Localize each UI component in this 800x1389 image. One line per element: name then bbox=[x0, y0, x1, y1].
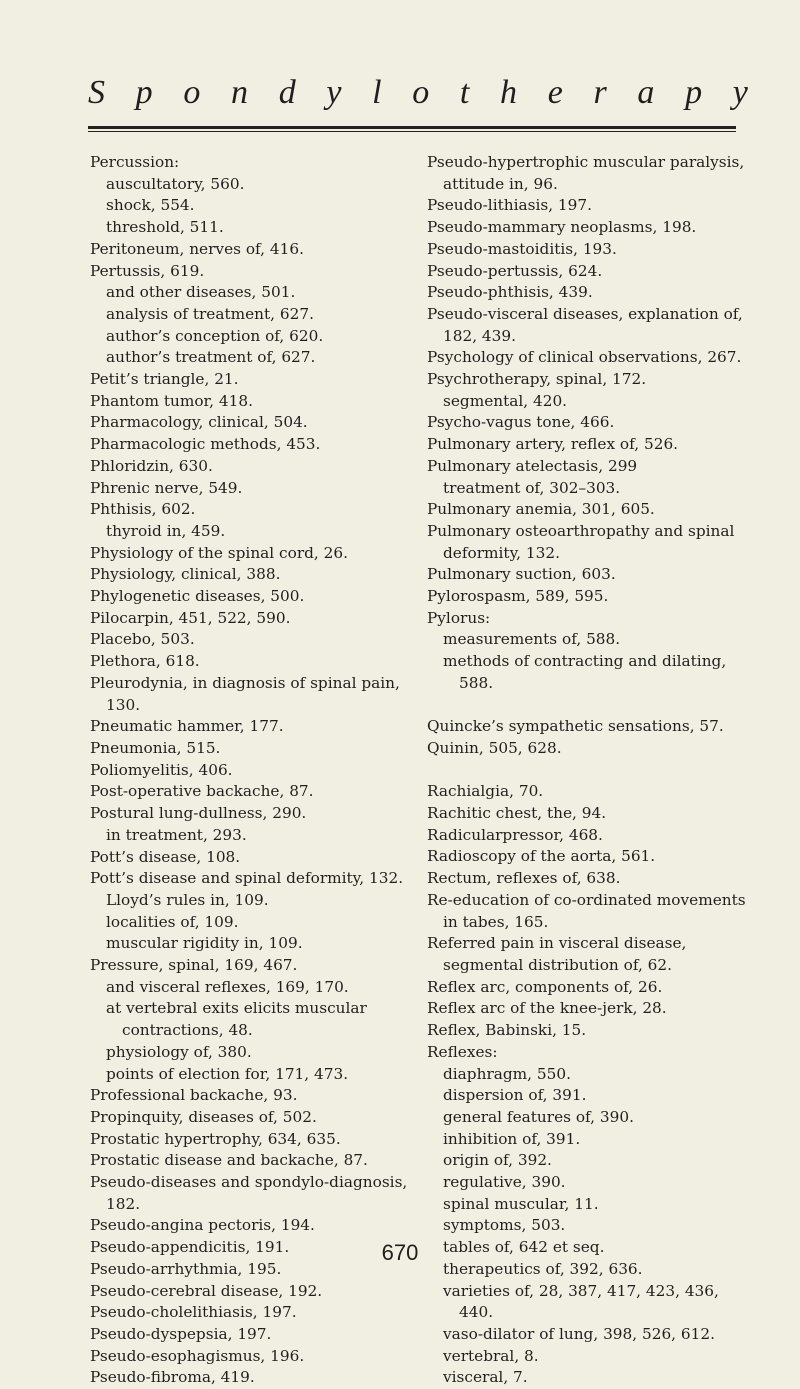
index-entry: Pseudo-esophagismus, 196. bbox=[90, 1346, 305, 1365]
index-entry: Pilocarpin, 451, 522, 590. bbox=[90, 608, 291, 627]
index-entry: Plethora, 618. bbox=[90, 652, 200, 671]
index-entry: Poliomyelitis, 406. bbox=[90, 760, 233, 779]
index-subentry: and visceral reflexes, 169, 170. bbox=[106, 977, 349, 996]
index-subentry: physiology of, 380. bbox=[106, 1042, 252, 1061]
index-subentry: vaso-dilator of lung, 398, 526, 612. bbox=[443, 1324, 715, 1343]
running-head-letter: a bbox=[637, 74, 655, 111]
index-entry: Pulmonary artery, reflex of, 526. bbox=[427, 435, 679, 454]
index-entry: Professional backache, 93. bbox=[90, 1086, 298, 1105]
index-subentry: analysis of treatment, 627. bbox=[106, 304, 314, 323]
index-subentry: spinal muscular, 11. bbox=[443, 1194, 599, 1213]
index-subentry: treatment of, 302–303. bbox=[443, 478, 621, 497]
index-entry: Physiology of the spinal cord, 26. bbox=[90, 543, 348, 562]
running-head-letter: l bbox=[372, 74, 382, 111]
index-entry: Pseudo-phthisis, 439. bbox=[427, 283, 593, 302]
index-entry: Prostatic hypertrophy, 634, 635. bbox=[90, 1129, 341, 1148]
index-entry: Psychology of clinical observations, 267. bbox=[427, 348, 742, 367]
index-subentry: visceral, 7. bbox=[443, 1368, 528, 1387]
index-entry: Phantom tumor, 418. bbox=[90, 391, 253, 410]
running-head-letter: h bbox=[500, 74, 518, 111]
index-entry: Pseudo-fibroma, 419. bbox=[90, 1368, 255, 1387]
index-entry: Pseudo-mammary neoplasms, 198. bbox=[427, 218, 697, 237]
index-entry: Pseudo-diseases and spondylo-diagnosis, 182. bbox=[90, 1173, 408, 1213]
index-entry: Psycho-vagus tone, 466. bbox=[427, 413, 615, 432]
index-subentry: dispersion of, 391. bbox=[443, 1086, 587, 1105]
index-entry: Pharmacologic methods, 453. bbox=[90, 435, 321, 454]
index-subentry: localities of, 109. bbox=[106, 912, 239, 931]
index-subentry: author’s treatment of, 627. bbox=[106, 348, 316, 367]
index-entry: Pseudo-hypertrophic muscular paralysis, attitude in, 96. bbox=[427, 153, 745, 193]
running-head-letter: r bbox=[593, 74, 607, 111]
index-entry: Pneumatic hammer, 177. bbox=[90, 717, 284, 736]
index-subentry: measurements of, 588. bbox=[443, 630, 621, 649]
index-subentry: methods of contracting and dilating, 588. bbox=[443, 652, 727, 692]
running-head bbox=[88, 66, 748, 120]
index-entry: Reflex arc of the knee-jerk, 28. bbox=[427, 999, 667, 1018]
index-subentry: shock, 554. bbox=[106, 196, 195, 215]
section-gap bbox=[427, 695, 755, 717]
index-entry: Referred pain in visceral disease, segmental distribution of, 62. bbox=[427, 934, 687, 974]
index-entry: Pseudo-visceral diseases, explanation of, 182, 439. bbox=[427, 304, 743, 345]
index-entry: Phrenic nerve, 549. bbox=[90, 478, 243, 497]
running-head-letter: n bbox=[231, 74, 249, 111]
index-subentry: muscular rigidity in, 109. bbox=[106, 934, 303, 953]
index-subentry: regulative, 390. bbox=[443, 1173, 566, 1192]
index-entry: Phloridzin, 630. bbox=[90, 456, 213, 475]
index-entry: Rectum, reflexes of, 638. bbox=[427, 869, 621, 888]
index-entry: Pneumonia, 515. bbox=[90, 738, 221, 757]
index-entry: Reflex, Babinski, 15. bbox=[427, 1021, 587, 1040]
running-head-letter: y bbox=[326, 74, 342, 111]
index-subentry: points of election for, 171, 473. bbox=[106, 1064, 349, 1083]
index-entry: Pseudo-lithiasis, 197. bbox=[427, 196, 592, 215]
page-number: 670 bbox=[381, 1240, 419, 1265]
index-column-right bbox=[427, 152, 755, 1389]
index-entry: Percussion: bbox=[90, 153, 180, 171]
index-subentry: origin of, 392. bbox=[443, 1151, 552, 1170]
index-entry: Reflexes: bbox=[427, 1042, 498, 1061]
index-entry: Pulmonary osteoarthropathy and spinal deformity, 132. bbox=[427, 521, 735, 562]
index-entry: Pertussis, 619. bbox=[90, 261, 205, 280]
index-entry: Quinin, 505, 628. bbox=[427, 738, 562, 757]
running-head-letter: t bbox=[459, 74, 470, 111]
index-entry: Pseudo-arrhythmia, 195. bbox=[90, 1259, 282, 1278]
header-rule-thick bbox=[88, 126, 736, 129]
running-head-letter: o bbox=[183, 74, 201, 111]
index-subentry: author’s conception of, 620. bbox=[106, 326, 324, 345]
index-subentry: in treatment, 293. bbox=[106, 825, 247, 844]
index-subentry: therapeutics of, 392, 636. bbox=[443, 1259, 643, 1278]
running-head-letter: o bbox=[412, 74, 430, 111]
index-entry: Phylogenetic diseases, 500. bbox=[90, 587, 305, 606]
index-subentry: and other diseases, 501. bbox=[106, 283, 296, 302]
index-entry: Pseudo-angina pectoris, 194. bbox=[90, 1216, 315, 1235]
index-entry: Pott’s disease, 108. bbox=[90, 847, 241, 866]
index-entry: Radioscopy of the aorta, 561. bbox=[427, 847, 656, 866]
index-entry: Pulmonary atelectasis, 299 bbox=[427, 456, 638, 475]
index-entry: Rachialgia, 70. bbox=[427, 782, 544, 801]
index-entry: Postural lung-dullness, 290. bbox=[90, 804, 307, 823]
index-column-left bbox=[90, 152, 426, 1389]
index-entry: Quincke’s sympathetic sensations, 57. bbox=[427, 717, 724, 736]
index-entry: Reflex arc, components of, 26. bbox=[427, 977, 663, 996]
running-head-letter: p bbox=[135, 74, 153, 111]
index-entry: Pseudo-mastoiditis, 193. bbox=[427, 239, 617, 258]
index-subentry: vertebral, 8. bbox=[443, 1346, 539, 1365]
running-head-letter: e bbox=[547, 74, 563, 111]
index-entry: Pseudo-cerebral disease, 192. bbox=[90, 1281, 323, 1300]
index-entry: Pulmonary suction, 603. bbox=[427, 565, 616, 584]
index-subentry: at vertebral exits elicits muscular contractions, 48. bbox=[106, 999, 367, 1040]
index-entry: Rachitic chest, the, 94. bbox=[427, 804, 607, 823]
index-entry: Pseudo-pertussis, 624. bbox=[427, 261, 603, 280]
index-entry: Peritoneum, nerves of, 416. bbox=[90, 239, 304, 258]
index-entry: Pressure, spinal, 169, 467. bbox=[90, 956, 298, 975]
index-entry: Radicularpressor, 468. bbox=[427, 825, 603, 844]
running-head-letter: y bbox=[732, 74, 748, 111]
index-subentry: Lloyd’s rules in, 109. bbox=[106, 890, 269, 909]
index-entry: Propinquity, diseases of, 502. bbox=[90, 1107, 317, 1126]
index-entry: Pseudo-dyspepsia, 197. bbox=[90, 1324, 272, 1343]
running-head-letter: S bbox=[88, 74, 105, 111]
index-entry: Re-education of co-ordinated movements in tabes, 165. bbox=[427, 890, 746, 931]
index-subentry: diaphragm, 550. bbox=[443, 1064, 571, 1083]
index-entry: Pharmacology, clinical, 504. bbox=[90, 413, 308, 432]
running-head-letter: d bbox=[278, 74, 296, 111]
index-entry: Pylorus: bbox=[427, 608, 491, 627]
index-entry: Pulmonary anemia, 301, 605. bbox=[427, 500, 655, 519]
index-subentry: varieties of, 28, 387, 417, 423, 436, 440. bbox=[443, 1281, 719, 1322]
index-entry: Phthisis, 602. bbox=[90, 500, 196, 519]
index-subentry: tables of, 642 et seq. bbox=[443, 1238, 605, 1257]
index-entry: Physiology, clinical, 388. bbox=[90, 565, 281, 584]
index-entry: Placebo, 503. bbox=[90, 630, 195, 649]
index-entry: Petit’s triangle, 21. bbox=[90, 370, 239, 389]
index-subentry: thyroid in, 459. bbox=[106, 521, 226, 540]
index-subentry: general features of, 390. bbox=[443, 1107, 634, 1126]
index-entry: Prostatic disease and backache, 87. bbox=[90, 1151, 368, 1170]
running-head-letter: p bbox=[685, 74, 703, 111]
index-entry: Pseudo-appendicitis, 191. bbox=[90, 1238, 290, 1257]
index-entry: Pseudo-cholelithiasis, 197. bbox=[90, 1303, 297, 1322]
index-subentry: auscultatory, 560. bbox=[106, 174, 245, 193]
index-entry: Pott’s disease and spinal deformity, 132. bbox=[90, 869, 404, 888]
index-subentry: inhibition of, 391. bbox=[443, 1129, 581, 1148]
index-subentry: threshold, 511. bbox=[106, 218, 224, 237]
index-entry: Pylorospasm, 589, 595. bbox=[427, 587, 609, 606]
section-gap bbox=[427, 760, 755, 782]
index-entry: Psychrotherapy, spinal, 172. bbox=[427, 370, 647, 389]
index-subentry: segmental, 420. bbox=[443, 391, 568, 410]
index-entry: Post-operative backache, 87. bbox=[90, 782, 314, 801]
index-entry: Pleurodynia, in diagnosis of spinal pain, 130. bbox=[90, 673, 400, 714]
index-subentry: symptoms, 503. bbox=[443, 1216, 566, 1235]
header-rule-thin bbox=[88, 131, 736, 132]
